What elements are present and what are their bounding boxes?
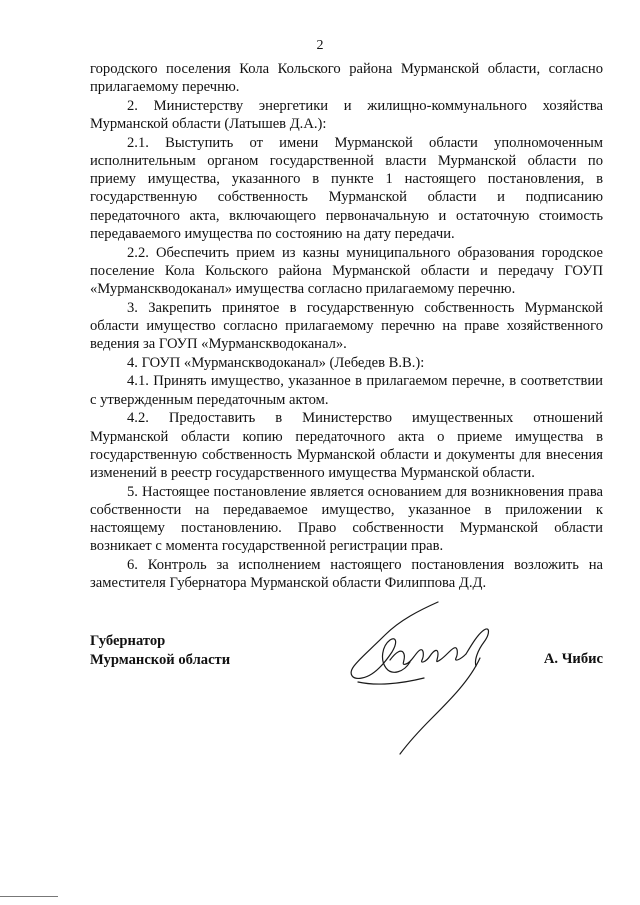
paragraph-2-2: 2.2. Обеспечить прием из казны муниципального образования городское поселение Кола Кольского района Мурманской области и передачу ГОУП «Мурманскводоканал» имущества согласно прилагаемому перечню. bbox=[90, 244, 603, 297]
paragraph-6: 6. Контроль за исполнением настоящего постановления возложить на заместителя Губернатора Мурманской области Филиппова Д.Д. bbox=[90, 556, 603, 592]
paragraph-5: 5. Настоящее постановление является основанием для возникновения права собственности на передаваемое имущество, указанное в приложении к настоящему постановлению. Право собственности Мурманской области возникает с момента государственной регистрации прав. bbox=[90, 483, 603, 555]
paragraph-2-1: 2.1. Выступить от имени Мурманской области уполномоченным исполнительным органом государственной власти Мурманской области по приему имущества, указанного в пункте 1 настоящего постановления, в государственную собственность Мурманской области и подписанию передаточного акта, включающего первоначальную и остаточную стоимость передаваемого имущества по состоянию на дату передачи. bbox=[90, 134, 603, 242]
corner-rule bbox=[0, 896, 58, 897]
paragraph-3: 3. Закрепить принятое в государственную собственность Мурманской области имущество согласно прилагаемому перечню на праве хозяйственного ведения за ГОУП «Мурманскводоканал». bbox=[90, 299, 603, 353]
document-body bbox=[90, 60, 603, 593]
paragraph-4: 4. ГОУП «Мурманскводоканал» (Лебедев В.В.): bbox=[127, 354, 425, 371]
signer-title bbox=[90, 632, 230, 669]
page-number: 2 bbox=[316, 38, 324, 53]
paragraph-2: 2. Министерству энергетики и жилищно-коммунального хозяйства Мурманской области (Латышев Д.А.): bbox=[90, 97, 603, 133]
signer-title-line2: Мурманской области bbox=[90, 651, 231, 668]
paragraph-continuation: городского поселения Кола Кольского района Мурманской области, согласно прилагаемому перечню. bbox=[90, 61, 603, 96]
signer-title-line1: Губернатор bbox=[90, 633, 166, 649]
signer-name: А. Чибис bbox=[543, 651, 603, 667]
handwritten-signature bbox=[340, 600, 510, 760]
paragraph-4-1: 4.1. Принять имущество, указанное в прилагаемом перечне, в соответствии с утвержденным передаточным актом. bbox=[90, 373, 603, 408]
paragraph-4-2: 4.2. Предоставить в Министерство имущественных отношений Мурманской области копию передаточного акта о приеме имущества в государственную собственность Мурманской области и документы для внесения изменений в реестр государственного имущества Мурманской области. bbox=[90, 410, 603, 481]
